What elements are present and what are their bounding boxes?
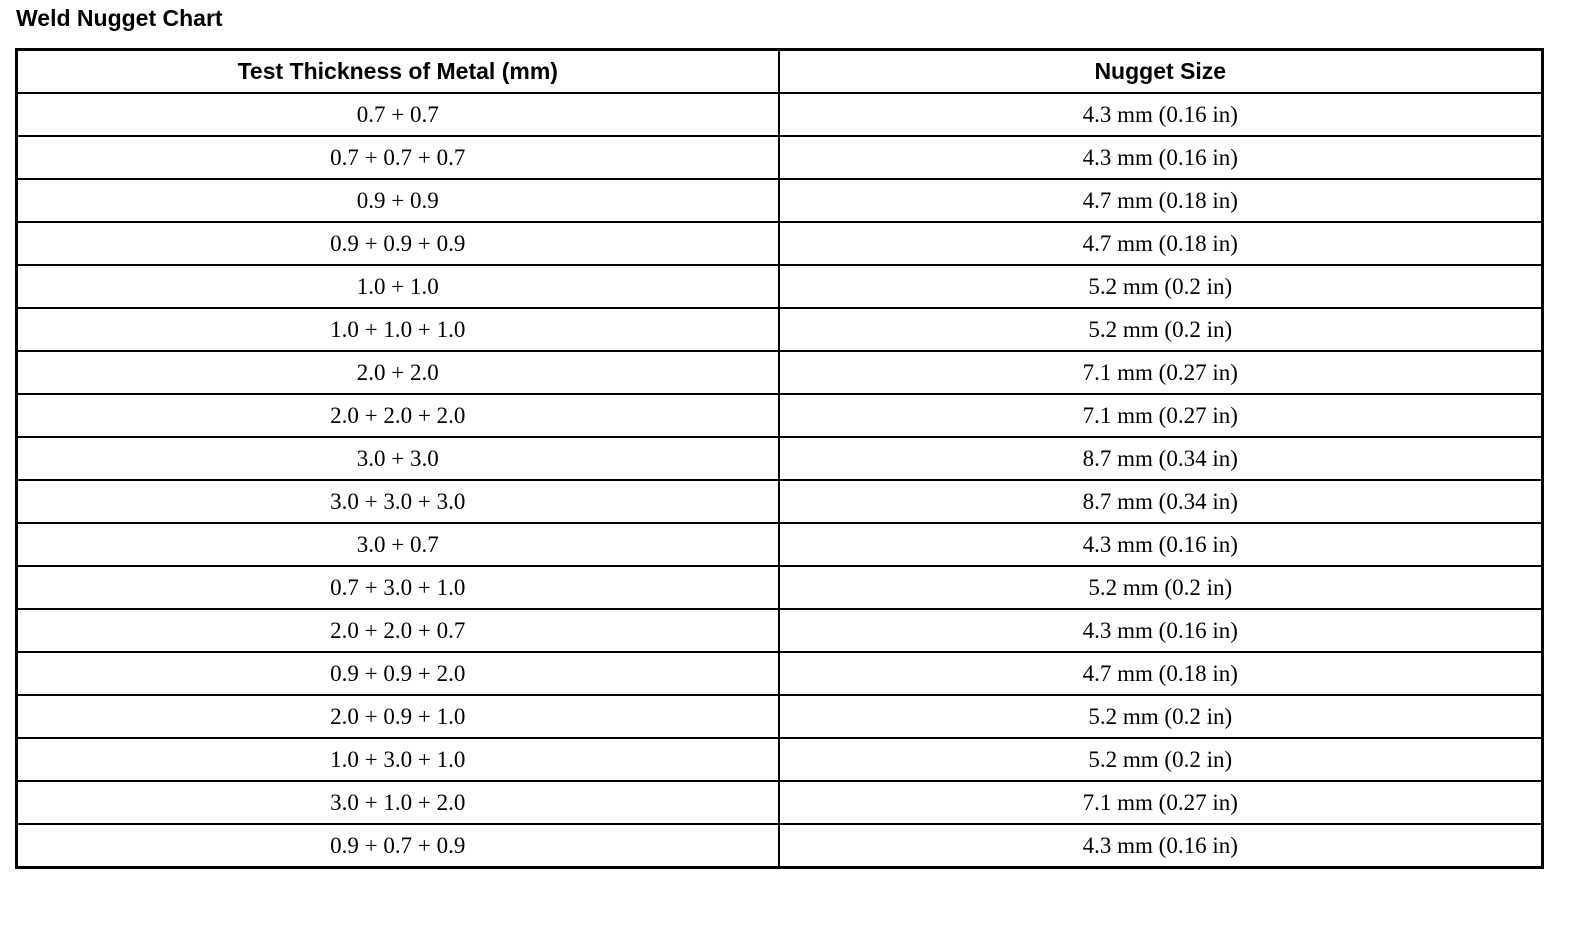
thickness-cell: 1.0 + 3.0 + 1.0 <box>17 738 779 781</box>
nugget-size-cell: 7.1 mm (0.27 in) <box>779 351 1543 394</box>
nugget-size-cell: 8.7 mm (0.34 in) <box>779 480 1543 523</box>
table-row <box>17 308 1543 351</box>
thickness-cell: 2.0 + 2.0 + 2.0 <box>17 394 779 437</box>
thickness-cell: 1.0 + 1.0 + 1.0 <box>17 308 779 351</box>
nugget-size-cell: 4.3 mm (0.16 in) <box>779 136 1543 179</box>
nugget-size-cell: 4.3 mm (0.16 in) <box>779 93 1543 136</box>
thickness-cell: 3.0 + 3.0 <box>17 437 779 480</box>
thickness-cell: 0.9 + 0.7 + 0.9 <box>17 824 779 868</box>
nugget-size-cell: 8.7 mm (0.34 in) <box>779 437 1543 480</box>
thickness-cell: 0.9 + 0.9 <box>17 179 779 222</box>
table-row <box>17 394 1543 437</box>
nugget-size-cell: 7.1 mm (0.27 in) <box>779 394 1543 437</box>
table-row <box>17 179 1543 222</box>
thickness-cell: 1.0 + 1.0 <box>17 265 779 308</box>
page-title: Weld Nugget Chart <box>16 5 223 31</box>
header-test-thickness: Test Thickness of Metal (mm) <box>17 50 779 94</box>
table-row <box>17 652 1543 695</box>
table-row <box>17 136 1543 179</box>
thickness-cell: 0.7 + 3.0 + 1.0 <box>17 566 779 609</box>
thickness-cell: 3.0 + 1.0 + 2.0 <box>17 781 779 824</box>
table-row <box>17 738 1543 781</box>
table-row <box>17 609 1543 652</box>
thickness-cell: 3.0 + 3.0 + 3.0 <box>17 480 779 523</box>
table-row <box>17 566 1543 609</box>
thickness-cell: 2.0 + 2.0 + 0.7 <box>17 609 779 652</box>
nugget-size-cell: 4.3 mm (0.16 in) <box>779 523 1543 566</box>
thickness-cell: 0.7 + 0.7 <box>17 93 779 136</box>
table-row <box>17 781 1543 824</box>
header-nugget-size: Nugget Size <box>779 50 1543 94</box>
table-row <box>17 824 1543 868</box>
nugget-size-cell: 5.2 mm (0.2 in) <box>779 695 1543 738</box>
nugget-size-cell: 5.2 mm (0.2 in) <box>779 308 1543 351</box>
nugget-size-cell: 5.2 mm (0.2 in) <box>779 265 1543 308</box>
nugget-size-cell: 4.3 mm (0.16 in) <box>779 824 1543 868</box>
table-body <box>17 93 1543 868</box>
nugget-size-cell: 4.3 mm (0.16 in) <box>779 609 1543 652</box>
table-row <box>17 351 1543 394</box>
table-row <box>17 523 1543 566</box>
thickness-cell: 0.9 + 0.9 + 2.0 <box>17 652 779 695</box>
table-row <box>17 265 1543 308</box>
nugget-size-cell: 5.2 mm (0.2 in) <box>779 738 1543 781</box>
thickness-cell: 3.0 + 0.7 <box>17 523 779 566</box>
nugget-size-cell: 4.7 mm (0.18 in) <box>779 652 1543 695</box>
thickness-cell: 0.7 + 0.7 + 0.7 <box>17 136 779 179</box>
thickness-cell: 2.0 + 0.9 + 1.0 <box>17 695 779 738</box>
nugget-size-cell: 4.7 mm (0.18 in) <box>779 222 1543 265</box>
nugget-size-cell: 5.2 mm (0.2 in) <box>779 566 1543 609</box>
nugget-size-cell: 4.7 mm (0.18 in) <box>779 179 1543 222</box>
table-row <box>17 93 1543 136</box>
table-row <box>17 222 1543 265</box>
table-header-row <box>17 50 1543 94</box>
table-row <box>17 437 1543 480</box>
weld-nugget-table <box>15 48 1544 869</box>
nugget-size-cell: 7.1 mm (0.27 in) <box>779 781 1543 824</box>
thickness-cell: 2.0 + 2.0 <box>17 351 779 394</box>
table-row <box>17 480 1543 523</box>
thickness-cell: 0.9 + 0.9 + 0.9 <box>17 222 779 265</box>
table-row <box>17 695 1543 738</box>
